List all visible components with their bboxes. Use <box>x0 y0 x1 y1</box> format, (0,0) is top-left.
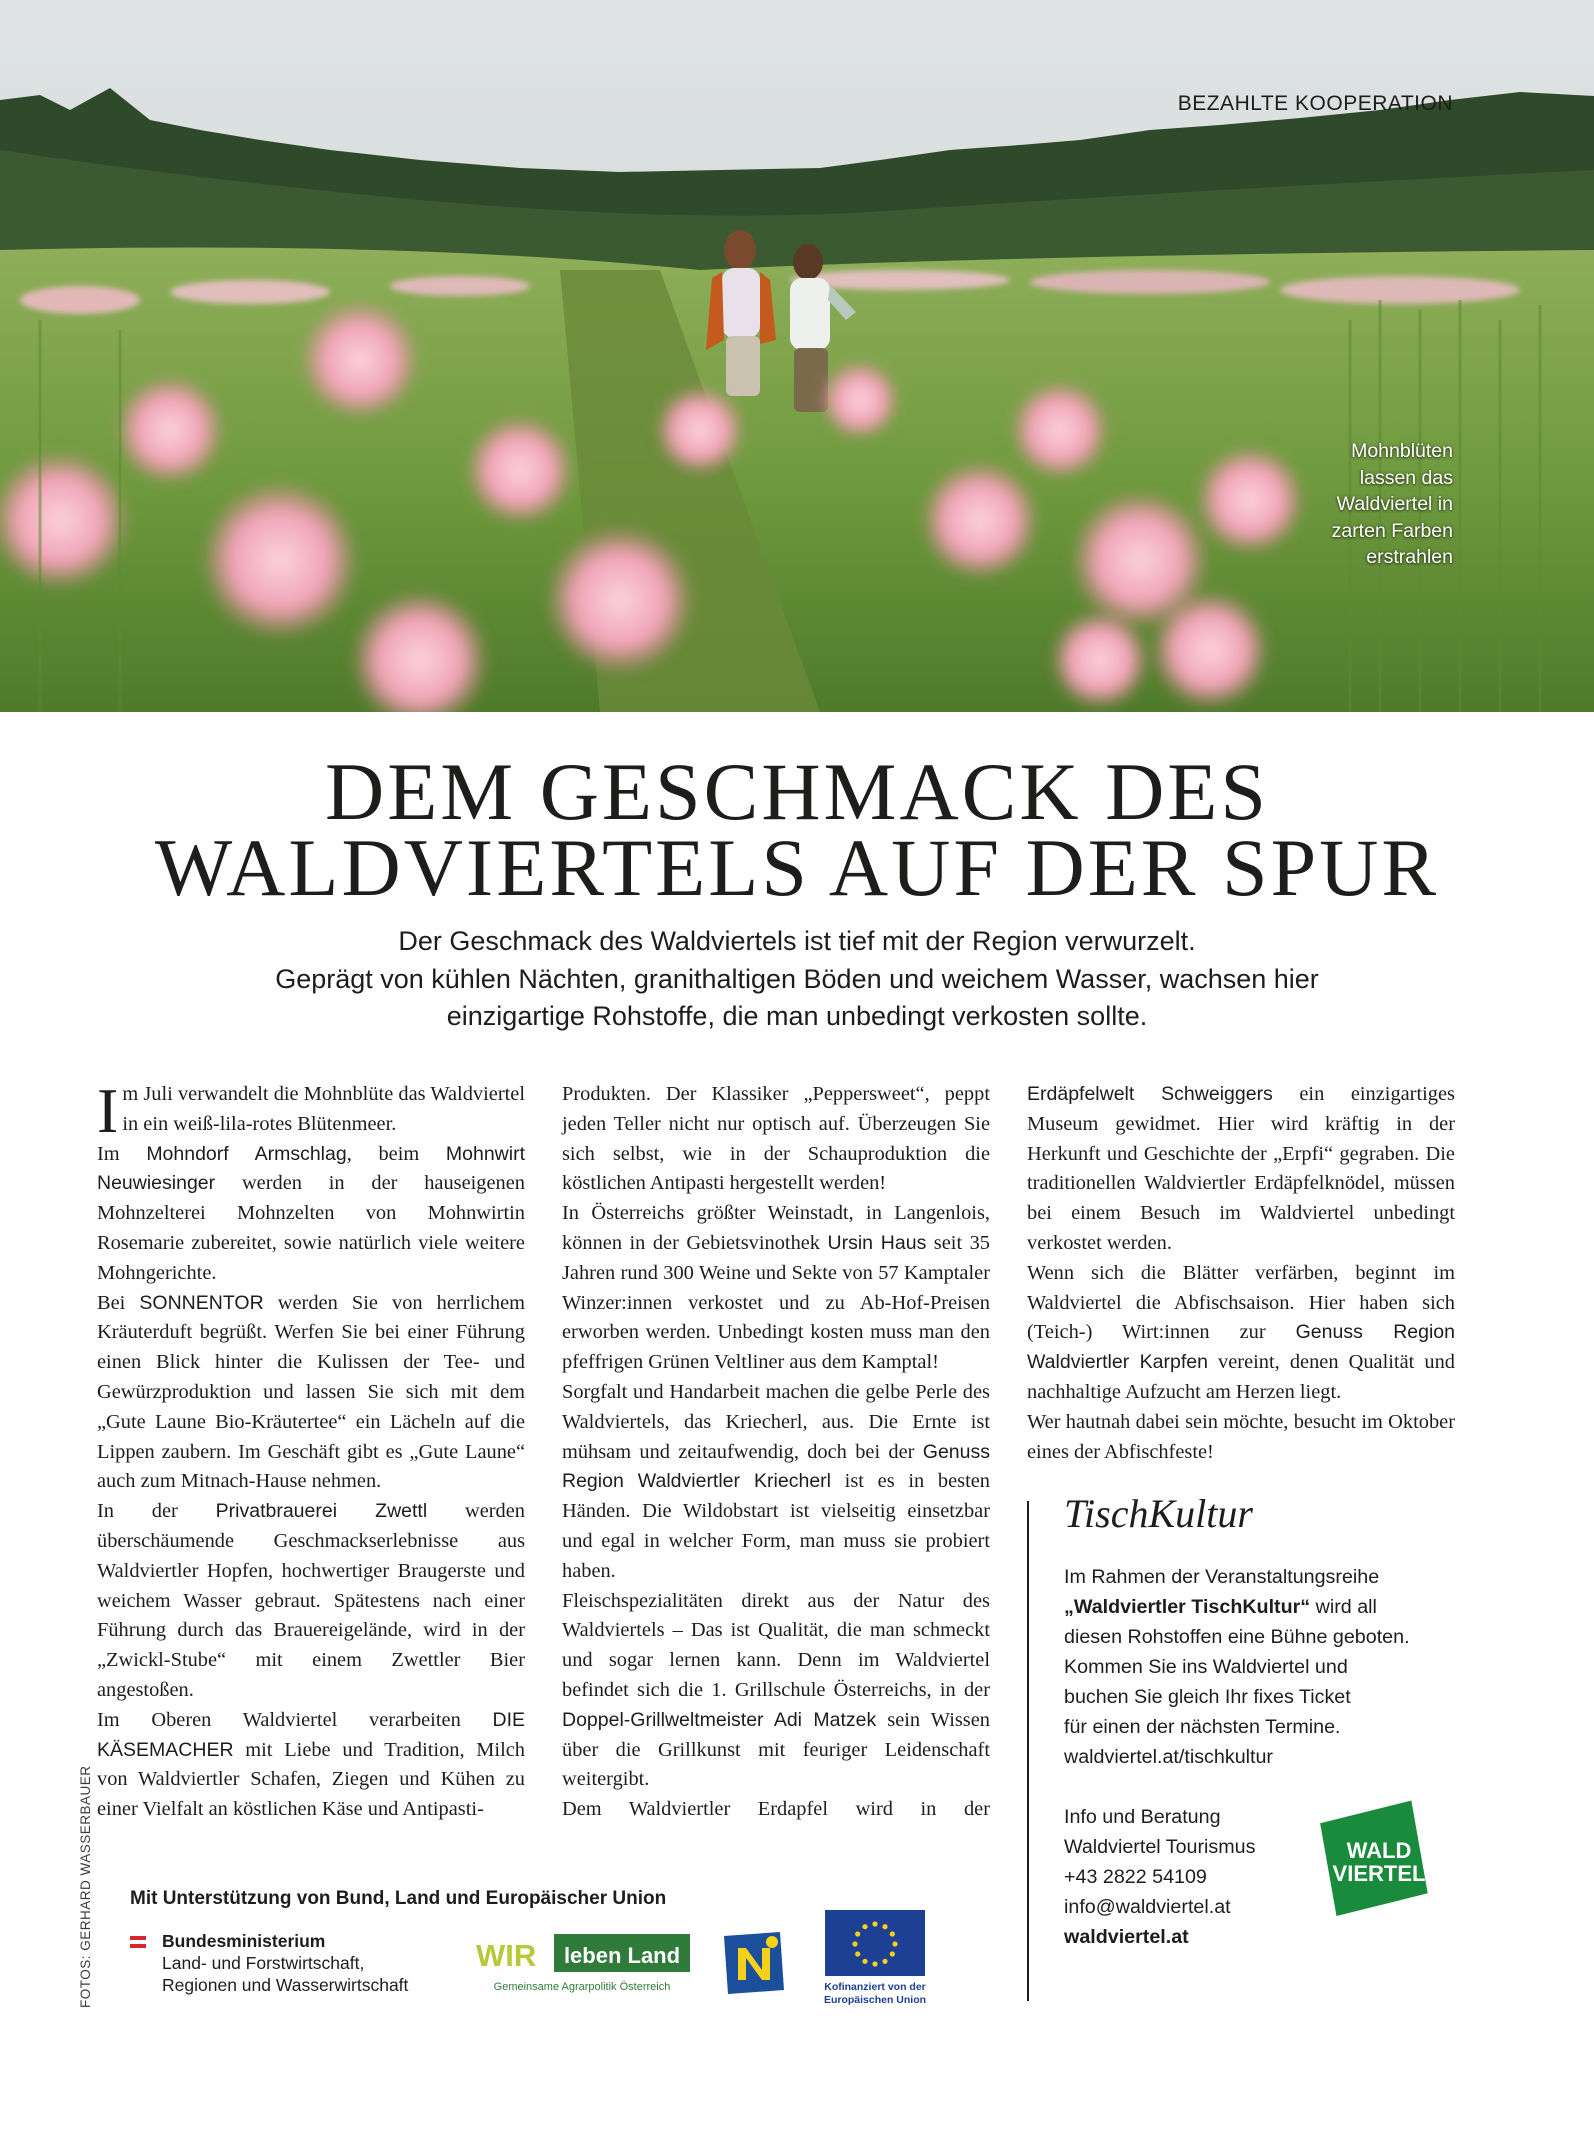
paragraph: Fleischspezialitäten direkt aus der Natur des Waldviertels – Das ist Qualität, die man schmeckt und sogar lernen kann. Denn im Waldviertel befindet sich die 1. Grillschule Österreichs, in der Doppel-Grillweltmeister Adi Matzek sein Wissen über die Grillkunst mit feuriger Leidenschaft weitergibt. <box>562 1589 990 1791</box>
box-line: für einen der nächsten Termine. <box>1064 1716 1341 1738</box>
paragraph: Bei SONNENTOR werden Sie von herrlichem Kräuterduft begrüßt. Werfen Sie bei einer Führung einen Blick hinter die Kulissen der Tee- und Gewürzproduktion und lassen Sie sich mit dem „Gute Laune Bio-Kräutertee“ ein Lächeln auf die Lippen zaubern. Im Geschäft gibt es „Gute Laune“ auch zum Mitnach-Hause nehmen. <box>97 1291 525 1493</box>
box-line: buchen Sie gleich Ihr fixes Ticket <box>1064 1686 1351 1708</box>
highlight-erdaepfelwelt: Erdäpfelwelt Schweiggers <box>1027 1083 1273 1105</box>
paragraph: Im Juli verwandelt die Mohnblüte das Waldviertel in ein weiß-lila-rotes Blütenmeer. <box>97 1075 525 1146</box>
website-link[interactable]: waldviertel.at <box>1064 1926 1189 1948</box>
paragraph: In Österreichs größter Weinstadt, in Langenlois, können in der Gebietsvinothek Ursin Haus seit 35 Jahren rund 300 Weine und Sekte von 57 Kamptaler Winzer:innen verkostet und zu Ab-Hof-Preisen erworben werden. Unbedingt kosten muss man den pfeffrigen Grünen Veltliner aus dem Kamptal! <box>562 1202 990 1374</box>
highlight-karpfen: Genuss Region Waldviertler Karpfen <box>1027 1321 1455 1374</box>
tischkultur-title: TischKultur <box>1064 1491 1253 1536</box>
hero-photo <box>0 0 1594 712</box>
intro-line: Geprägt von kühlen Nächten, granithaltigen Böden und weichem Wasser, wachsen hier <box>275 963 1319 994</box>
highlight-armschlag: Mohndorf Armschlag <box>146 1142 347 1165</box>
box-line: Im Rahmen der Veranstaltungsreihe <box>1064 1566 1380 1588</box>
paragraph: Wenn sich die Blätter verfärben, beginnt im Waldviertel die Abfischsaison. Hier haben sich (Teich-) Wirt:innen zur Genuss Region Waldviertler Karpfen vereint, denen Qualität und nachhaltige Aufzucht am Herzen liegt. <box>1027 1261 1455 1403</box>
highlight-kaesemacher: DIE KÄSEMACHER <box>97 1708 525 1761</box>
eu-cofinanced-logo <box>815 1910 945 2006</box>
caption-line: zarten Farben <box>1331 519 1453 542</box>
caption-line: lassen das <box>1359 466 1453 489</box>
box-line: diesen Rohstoffen eine Bühne geboten. <box>1064 1626 1410 1648</box>
text-column-2 <box>562 1080 990 1825</box>
logo-text-viertel: VIERTEL <box>1332 1861 1426 1886</box>
info-org: Waldviertel Tourismus <box>1064 1836 1256 1858</box>
intro-line: Der Geschmack des Waldviertels ist tief mit der Region verwurzelt. <box>398 926 1196 956</box>
event-series-name: „Waldviertler TischKultur“ <box>1064 1596 1311 1618</box>
highlight-sonnentor: SONNENTOR <box>139 1291 264 1314</box>
highlight-kriecherl: Genuss Region Waldviertler Kriecherl <box>562 1440 990 1493</box>
paid-cooperation-label: BEZAHLTE KOOPERATION <box>1177 92 1453 115</box>
box-divider <box>1027 1501 1029 2001</box>
austria-flag-icon <box>130 1936 146 1948</box>
paragraph: Produkten. Der Klassiker „Peppersweet“, peppt jeden Teller nicht nur optisch auf. Überzeugen Sie sich selbst, wie in der Schauproduktion die köstlichen Antipasti hergestellt werden! <box>562 1083 990 1195</box>
paragraph: Sorgfalt und Handarbeit machen die gelbe Perle des Waldviertels, das Kriecherl, aus. Die Ernte ist mühsam und zeitaufwendig, doch bei der Genuss Region Waldviertler Kriecherl ist es in besten Händen. Die Wildobstart ist vielseitig einsetzbar und egal in welcher Form, man muss sie probiert haben. <box>562 1380 990 1582</box>
paragraph: Wer hautnah dabei sein möchte, besucht im Oktober eines der Abfischfeste! <box>1027 1410 1455 1463</box>
paragraph: Im Oberen Waldviertel verarbeiten DIE KÄSEMACHER mit Liebe und Tradition, Milch von Waldviertler Schafen, Ziegen und Kühen zu einer Vielfalt an köstlichen Käse und Antipasti- <box>97 1708 525 1821</box>
wir-subtitle: Gemeinsame Agrarpolitik Österreich <box>493 1981 671 1993</box>
highlight-brauerei: Privatbrauerei Zwettl <box>215 1500 428 1523</box>
tischkultur-link[interactable]: waldviertel.at/tischkultur <box>1064 1746 1273 1768</box>
phone-number[interactable]: +43 2822 54109 <box>1064 1866 1207 1888</box>
intro-line: einzigartige Rohstoffe, die man unbedingt verkosten sollte. <box>446 1001 1148 1031</box>
text-column-3 <box>1027 1080 1455 1467</box>
lower-austria-logo <box>720 1930 788 1996</box>
ministry-line: Bundesministerium <box>162 1931 326 1951</box>
photo-credit: FOTOS: GERHARD WASSERBAUER <box>78 1765 93 2008</box>
waldviertel-logo <box>1304 1782 1454 1932</box>
caption-line: erstrahlen <box>1366 546 1453 568</box>
logo-text-wald: WALD <box>1346 1838 1412 1863</box>
highlight-grillweltmeister: Doppel-Grillweltmeister Adi Matzek <box>562 1708 877 1731</box>
wir-text: WIR <box>476 1938 537 1973</box>
caption-line: Mohnblüten <box>1351 440 1453 462</box>
ministry-line: Land- und Forstwirtschaft, <box>162 1953 365 1973</box>
box-line: „Waldviertler TischKultur“ wird all <box>1064 1596 1377 1618</box>
paragraph: Im Mohndorf Armschlag, beim Mohnwirt Neuwiesinger werden in der hauseigenen Mohnzelterei Mohnzelten von Mohnwirtin Rosemarie zubereitet, sowie natürlich viele weitere Mohngerichte. <box>97 1142 525 1284</box>
leben-land-text: leben Land <box>563 1943 681 1968</box>
article-intro <box>90 923 1504 1036</box>
paragraph: Erdäpfelwelt Schweiggers ein einzigartiges Museum gewidmet. Hier wird kräftig in der Herkunft und Geschichte der „Erpfi“ gegraben. Die traditionellen Waldviertler Erdäpfelknödel, müssen bei einem Besuch im Waldviertel unbedingt verkostet werden. <box>1027 1083 1455 1254</box>
box-line: Kommen Sie ins Waldviertel und <box>1064 1656 1348 1678</box>
photo-caption <box>1233 438 1453 571</box>
wir-leben-land-logo <box>470 1930 695 1996</box>
email-link[interactable]: info@waldviertel.at <box>1064 1896 1231 1918</box>
text-column-1 <box>97 1075 525 1825</box>
headline-line: DEM GESCHMACK DES <box>325 746 1269 837</box>
article-headline <box>60 746 1534 913</box>
info-heading: Info und Beratung <box>1064 1806 1221 1828</box>
ministry-logo <box>130 1930 450 1996</box>
highlight-mohnwirt: Mohnwirt Neuwiesinger <box>97 1142 525 1195</box>
funding-banner <box>97 1868 957 2006</box>
banner-title: Mit Unterstützung von Bund, Land und Europäischer Union <box>130 1888 667 1909</box>
caption-line: Waldviertel in <box>1336 493 1453 515</box>
eu-caption-line: Europäischen Union <box>823 1994 927 2006</box>
ministry-line: Regionen und Wasserwirtschaft <box>162 1975 409 1995</box>
headline-line: WALDVIERTELS AUF DER SPUR <box>154 822 1440 913</box>
highlight-ursin-haus: Ursin Haus <box>827 1231 927 1254</box>
eu-caption-line: Kofinanziert von der <box>824 1981 926 1993</box>
paragraph: In der Privatbrauerei Zwettl werden überschäumende Geschmackserlebnisse aus Waldviertler Hopfen, hochwertiger Braugerste und weichem Wasser gebraut. Spätestens nach einer Führung durch das Brauereigelände, wird in der „Zwickl-Stube“ mit einem Zwettler Bier angestoßen. <box>97 1500 525 1701</box>
paragraph: Dem Waldviertler Erdapfel wird in der <box>562 1798 990 1821</box>
